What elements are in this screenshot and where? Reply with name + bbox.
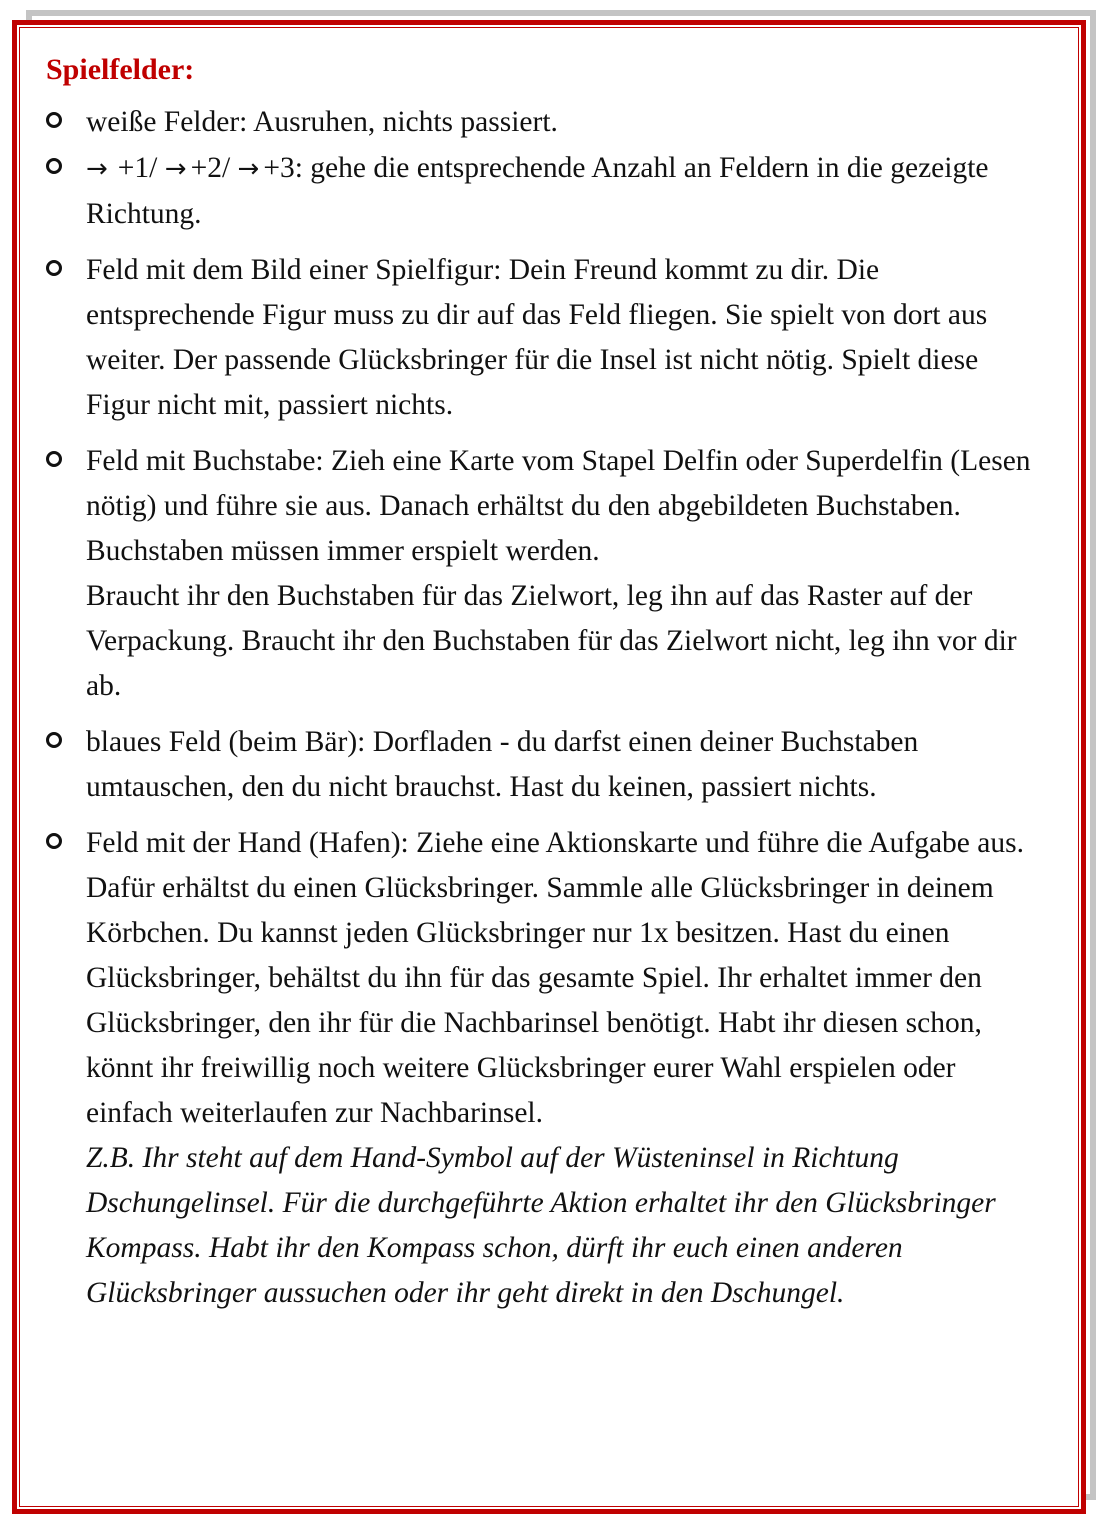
list-item-text: Feld mit Buchstabe: Zieh eine Karte vom Stapel Delfin oder Superdelfin (Lesen nötig) und führe sie aus. Danach erhältst du den abgebildeten Buchstaben. Buchstaben müssen immer erspielt werden. [86,445,1031,567]
list-item-text: weiße Felder: Ausruhen, nichts passiert. [86,106,558,138]
circle-outline-icon [46,158,62,174]
right-arrow-icon: → [164,154,187,184]
section-heading: Spielfelder: [46,53,195,86]
list-item [46,720,1036,810]
list-item-text: Feld mit der Hand (Hafen): Ziehe eine Aktionskarte und führe die Aufgabe aus. Dafür erhältst du einen Glücksbringer. Sammle alle Glücksbringer in deinem Körbchen. Du kannst jeden Glücksbringer nur 1x besitzen. Hast du einen Glücksbringer, behältst du ihn für das gesamte Spiel. Ihr erhaltet immer den Glücksbringer, den ihr für die Nachbarinsel benötigt. Habt ihr diesen schon, könnt ihr freiwillig noch weitere Glücksbringer eurer Wahl erspielen oder einfach weiterlaufen zur Nachbarinsel. [86,827,1024,1129]
list-item [46,100,1036,145]
list-item [46,821,1036,1316]
list-item-text-part: +3: gehe die entsprechende Anzahl an Feldern in die gezeigte Richtung. [86,152,989,230]
list-item [46,146,1036,237]
circle-outline-icon [46,732,62,748]
list-item-text-continued: Braucht ihr den Buchstaben für das Zielwort, leg ihn auf das Raster auf der Verpackung. Braucht ihr den Buchstaben für das Zielwort nicht, leg ihn vor dir ab. [86,580,1017,702]
right-arrow-icon: → [86,154,108,184]
document-content [46,50,1036,1327]
list-item [46,248,1036,428]
list-item-text: Feld mit dem Bild einer Spielfigur: Dein Freund kommt zu dir. Die entsprechende Figur muss zu dir auf das Feld fliegen. Sie spielt von dort aus weiter. Der passende Glücksbringer für die Insel ist nicht nötig. Spielt diese Figur nicht mit, passiert nichts. [86,254,988,421]
circle-outline-icon [46,112,62,128]
list-item [46,439,1036,709]
circle-outline-icon [46,833,62,849]
example-text: Z.B. Ihr steht auf dem Hand-Symbol auf der Wüsteninsel in Richtung Dschungelinsel. Für die durchgeführte Aktion erhaltet ihr den Glücksbringer Kompass. Habt ihr den Kompass schon, dürft ihr euch einen anderen Glücksbringer aussuchen oder ihr geht direkt in den Dschungel. [86,1142,996,1309]
list-item-text: blaues Feld (beim Bär): Dorfladen - du darfst einen deiner Buchstaben umtauschen, den du nicht brauchst. Hast du keinen, passiert nichts. [86,726,919,803]
list-item-text-part: +1/ [117,152,165,184]
circle-outline-icon [46,260,62,276]
circle-outline-icon [46,451,62,467]
right-arrow-icon: → [237,154,260,184]
list-item-text-part: +2/ [190,152,238,184]
